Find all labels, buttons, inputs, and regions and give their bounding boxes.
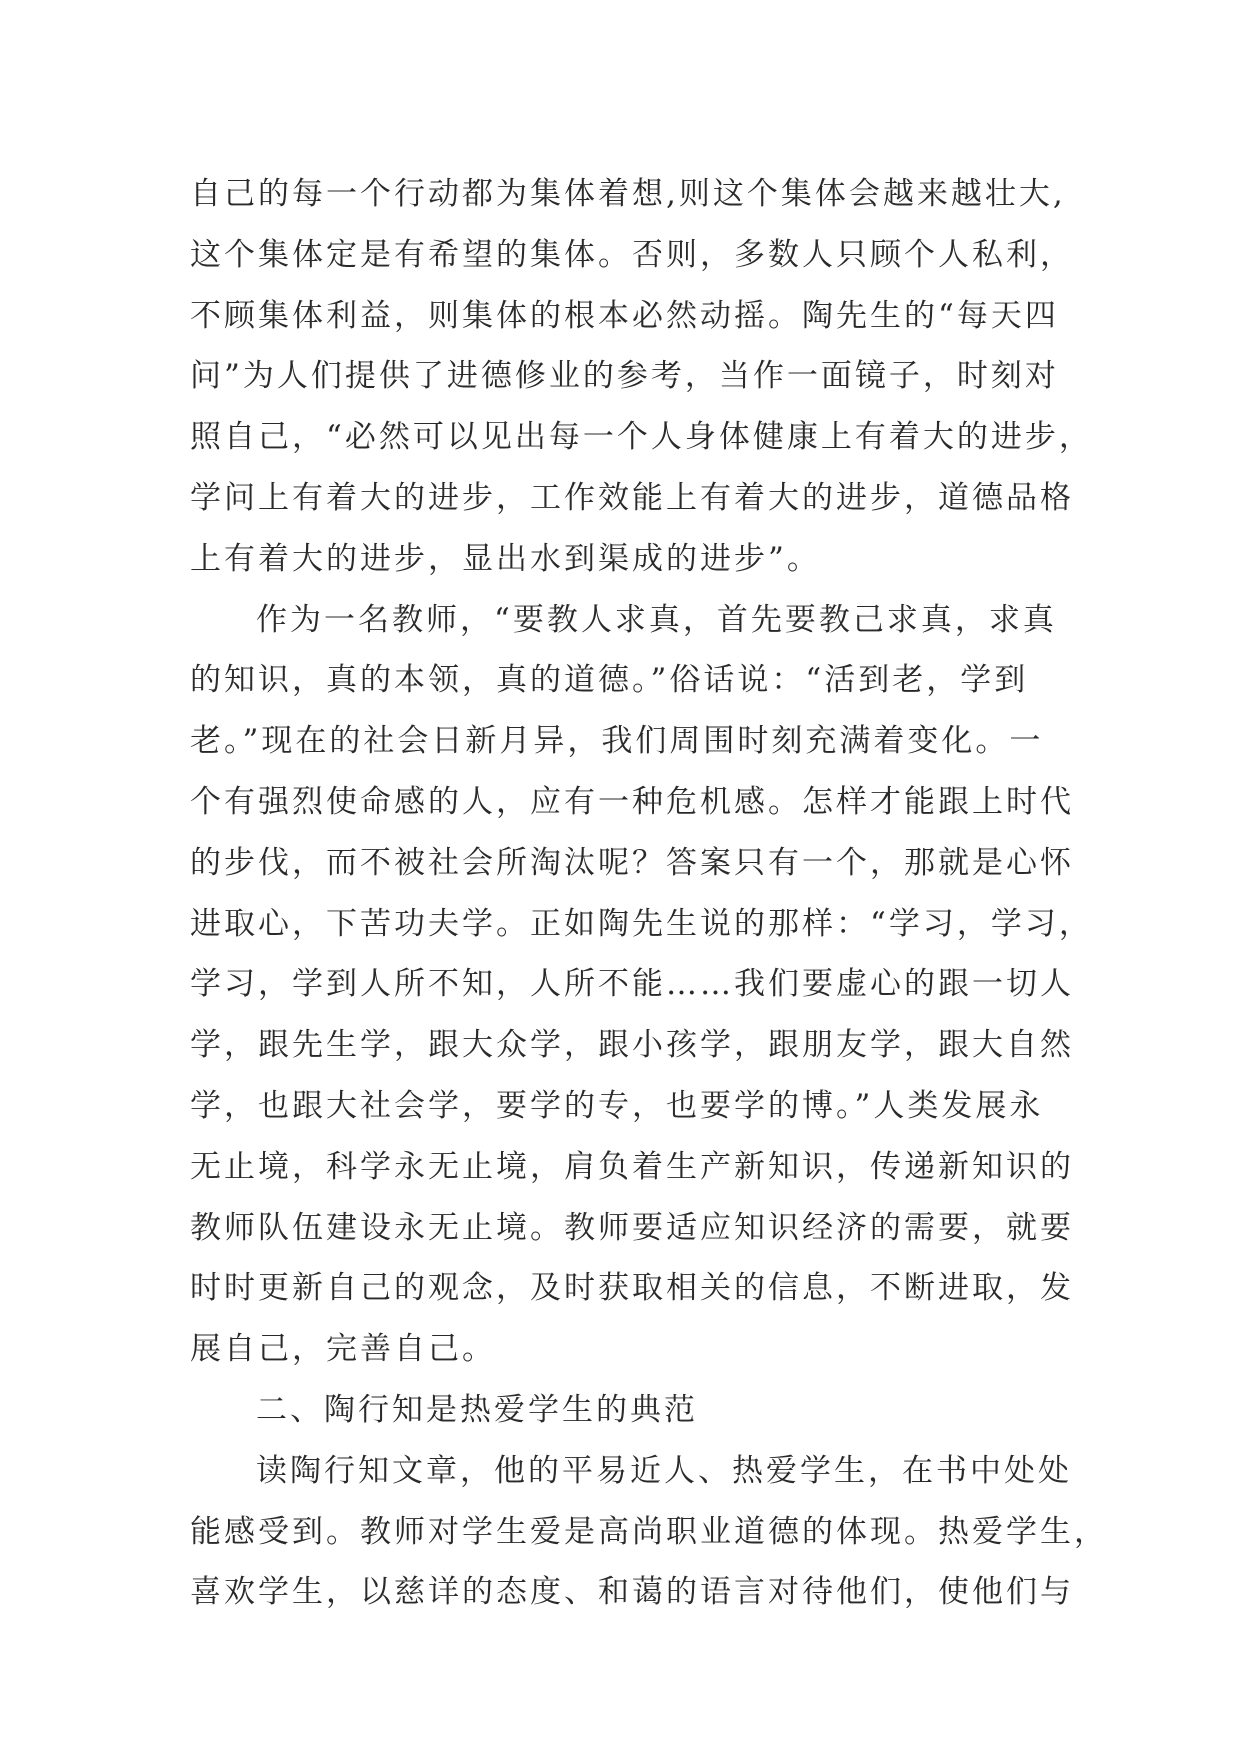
text-line: 展自己，完善自己。 xyxy=(190,1331,496,1368)
text-line: 读陶行知文章，他的平易近人、热爱学生，在书中处处 xyxy=(256,1452,1072,1489)
text-line: 二、陶行知是热爱学生的典范 xyxy=(256,1391,698,1428)
body-text xyxy=(190,164,1108,1623)
text-line: 进取心，下苦功夫学。正如陶先生说的那样：“学习，学习， xyxy=(190,905,1093,942)
text-line: 无止境，科学永无止境，肩负着生产新知识，传递新知识的 xyxy=(190,1148,1074,1185)
text-line: 问”为人们提供了进德修业的参考，当作一面镜子，时刻对 xyxy=(190,358,1059,395)
text-line: 学，也跟大社会学，要学的专，也要学的博。”人类发展永 xyxy=(190,1087,1044,1124)
text-line: 教师队伍建设永无止境。教师要适应知识经济的需要，就要 xyxy=(190,1209,1074,1246)
text-line: 照自己，“必然可以见出每一个人身体健康上有着大的进步， xyxy=(190,419,1093,456)
text-line: 的知识，真的本领，真的道德。”俗话说：“活到老，学到 xyxy=(190,662,1029,699)
text-line: 学问上有着大的进步，工作效能上有着大的进步，道德品格 xyxy=(190,479,1074,516)
text-line: 喜欢学生，以慈详的态度、和蔼的语言对待他们，使他们与 xyxy=(190,1574,1074,1611)
text-line: 个有强烈使命感的人，应有一种危机感。怎样才能跟上时代 xyxy=(190,783,1074,820)
text-line: 能感受到。教师对学生爱是高尚职业道德的体现。热爱学生， xyxy=(190,1513,1108,1550)
text-line: 上有着大的进步，显出水到渠成的进步”。 xyxy=(190,540,821,577)
text-line: 这个集体定是有希望的集体。否则，多数人只顾个人私利， xyxy=(190,236,1074,273)
text-line: 学，跟先生学，跟大众学，跟小孩学，跟朋友学，跟大自然 xyxy=(190,1027,1074,1064)
text-line: 时时更新自己的观念，及时获取相关的信息，不断进取，发 xyxy=(190,1270,1074,1307)
text-line: 老。”现在的社会日新月异，我们周围时刻充满着变化。一 xyxy=(190,723,1044,760)
text-line: 作为一名教师，“要教人求真，首先要教己求真，求真 xyxy=(256,601,1057,638)
text-line: 学习，学到人所不知，人所不能……我们要虚心的跟一切人 xyxy=(190,966,1074,1003)
text-line: 自己的每一个行动都为集体着想,则这个集体会越来越壮大, xyxy=(190,176,1066,212)
text-line: 不顾集体利益，则集体的根本必然动摇。陶先生的“每天四 xyxy=(190,297,1059,334)
text-line: 的步伐，而不被社会所淘汰呢？答案只有一个，那就是心怀 xyxy=(190,844,1074,881)
